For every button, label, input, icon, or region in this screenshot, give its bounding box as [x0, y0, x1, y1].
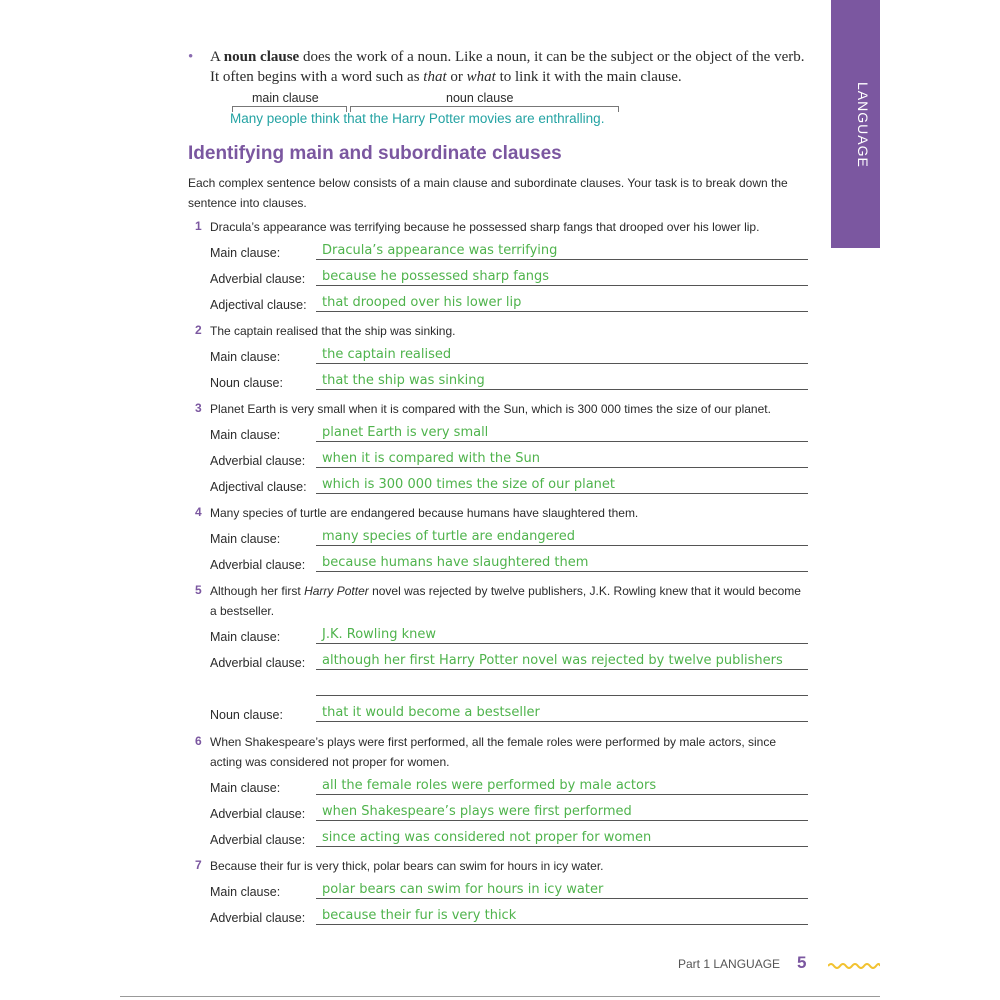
- clause-label: Adverbial clause:: [210, 833, 306, 847]
- answer-text: planet Earth is very small: [322, 425, 489, 440]
- section-tab-label: LANGUAGE: [855, 82, 871, 168]
- question-number: 2: [195, 323, 202, 337]
- answer-line-blank[interactable]: [316, 673, 808, 696]
- section-heading: Identifying main and subordinate clauses: [188, 143, 562, 164]
- clause-label: Main clause:: [210, 246, 281, 260]
- clause-label: Adverbial clause:: [210, 656, 306, 670]
- intro-italic: that: [423, 69, 447, 85]
- question-text-italic: Harry Potter: [304, 584, 369, 598]
- question-text: Many species of turtle are endangered because humans have slaughtered them.: [210, 506, 639, 520]
- intro-bold-term: noun clause: [223, 49, 300, 65]
- clause-label: Noun clause:: [210, 376, 283, 390]
- answer-line[interactable]: [316, 289, 808, 312]
- answer-line[interactable]: [316, 445, 808, 468]
- clause-label: Adverbial clause:: [210, 807, 306, 821]
- intro-paragraph: [210, 47, 810, 87]
- question-number: 4: [195, 505, 202, 519]
- question-number: 6: [195, 734, 202, 748]
- clause-label: Adverbial clause:: [210, 911, 306, 925]
- answer-text: the captain realised: [322, 347, 452, 362]
- answer-text: that drooped over his lower lip: [322, 295, 522, 310]
- answer-line[interactable]: [316, 341, 808, 364]
- answer-text: when it is compared with the Sun: [322, 451, 540, 466]
- question-number: 5: [195, 583, 202, 597]
- clause-label: Adjectival clause:: [210, 298, 307, 312]
- intro-italic: what: [466, 69, 496, 85]
- answer-text: because humans have slaughtered them: [322, 555, 589, 570]
- question-text-part: novel was rejected by twelve publishers, J.K. Rowling knew that it would become a bestseller.: [210, 584, 801, 618]
- question-text: Because their fur is very thick, polar bears can swim for hours in icy water.: [210, 859, 604, 873]
- wave-decoration-icon: [828, 962, 880, 970]
- answer-line[interactable]: [316, 549, 808, 572]
- answer-text: since acting was considered not proper for women: [322, 830, 652, 845]
- clause-label: Adverbial clause:: [210, 558, 306, 572]
- answer-line[interactable]: [316, 621, 808, 644]
- clause-label: Main clause:: [210, 781, 281, 795]
- example-sentence: Many people think that the Harry Potter movies are enthralling.: [230, 111, 605, 126]
- answer-text: that the ship was sinking: [322, 373, 485, 388]
- clause-label: Main clause:: [210, 885, 281, 899]
- bracket-label-noun: noun clause: [446, 91, 514, 105]
- footer-label: Part 1 LANGUAGE: [678, 957, 781, 971]
- question-number: 7: [195, 858, 202, 872]
- answer-text: which is 300 000 times the size of our planet: [322, 477, 615, 492]
- question-text: [210, 581, 810, 621]
- answer-line[interactable]: [316, 824, 808, 847]
- question-text: The captain realised that the ship was sinking.: [210, 324, 456, 338]
- answer-text: all the female roles were performed by male actors: [322, 778, 657, 793]
- answer-text: although her first Harry Potter novel was rejected by twelve publishers: [322, 653, 783, 668]
- answer-text: polar bears can swim for hours in icy water: [322, 882, 604, 897]
- page-number: 5: [797, 953, 807, 972]
- question-number: 3: [195, 401, 202, 415]
- intro-text: A: [210, 49, 224, 65]
- answer-line[interactable]: [316, 798, 808, 821]
- answer-line[interactable]: [316, 237, 808, 260]
- bracket-label-main: main clause: [252, 91, 319, 105]
- intro-text: does the work of a noun. Like a noun, it can be the subject or the object of the verb. It often begins with a word such as: [210, 49, 805, 85]
- answer-text: because their fur is very thick: [322, 908, 517, 923]
- question-text: Dracula’s appearance was terrifying because he possessed sharp fangs that drooped over his lower lip.: [210, 220, 760, 234]
- clause-label: Adjectival clause:: [210, 480, 307, 494]
- clause-label: Main clause:: [210, 350, 281, 364]
- section-tab: [831, 0, 880, 248]
- answer-text: when Shakespeare’s plays were first performed: [322, 804, 632, 819]
- intro-text: to link it with the main clause.: [495, 69, 682, 85]
- answer-line[interactable]: [316, 263, 808, 286]
- answer-line[interactable]: [316, 699, 808, 722]
- bullet-marker: •: [188, 49, 194, 65]
- answer-line[interactable]: [316, 367, 808, 390]
- intro-text: or: [446, 69, 467, 85]
- question-number: 1: [195, 219, 202, 233]
- answer-text: Dracula’s appearance was terrifying: [322, 243, 558, 258]
- question-text: Planet Earth is very small when it is compared with the Sun, which is 300 000 times the size of our planet.: [210, 402, 771, 416]
- instructions: Each complex sentence below consists of a main clause and subordinate clauses. Your task is to break down the sentence into clauses.: [188, 176, 788, 210]
- answer-line[interactable]: [316, 523, 808, 546]
- clause-label: Adverbial clause:: [210, 272, 306, 286]
- answer-line[interactable]: [316, 647, 808, 670]
- clause-label: Noun clause:: [210, 708, 283, 722]
- answer-text: many species of turtle are endangered: [322, 529, 575, 544]
- question-text-part: Although her first: [210, 584, 305, 598]
- answer-line[interactable]: [316, 419, 808, 442]
- answer-line[interactable]: [316, 772, 808, 795]
- answer-text: that it would become a bestseller: [322, 705, 540, 720]
- answer-text: because he possessed sharp fangs: [322, 269, 550, 284]
- answer-line[interactable]: [316, 471, 808, 494]
- answer-line[interactable]: [316, 902, 808, 925]
- page-bottom-rule: [120, 996, 880, 997]
- answer-line[interactable]: [316, 876, 808, 899]
- answer-text: J.K. Rowling knew: [322, 627, 437, 642]
- clause-label: Main clause:: [210, 532, 281, 546]
- clause-label: Adverbial clause:: [210, 454, 306, 468]
- question-text: When Shakespeare’s plays were first performed, all the female roles were performed by male actors, since acting was considered not proper for women.: [210, 735, 777, 769]
- clause-label: Main clause:: [210, 630, 281, 644]
- clause-label: Main clause:: [210, 428, 281, 442]
